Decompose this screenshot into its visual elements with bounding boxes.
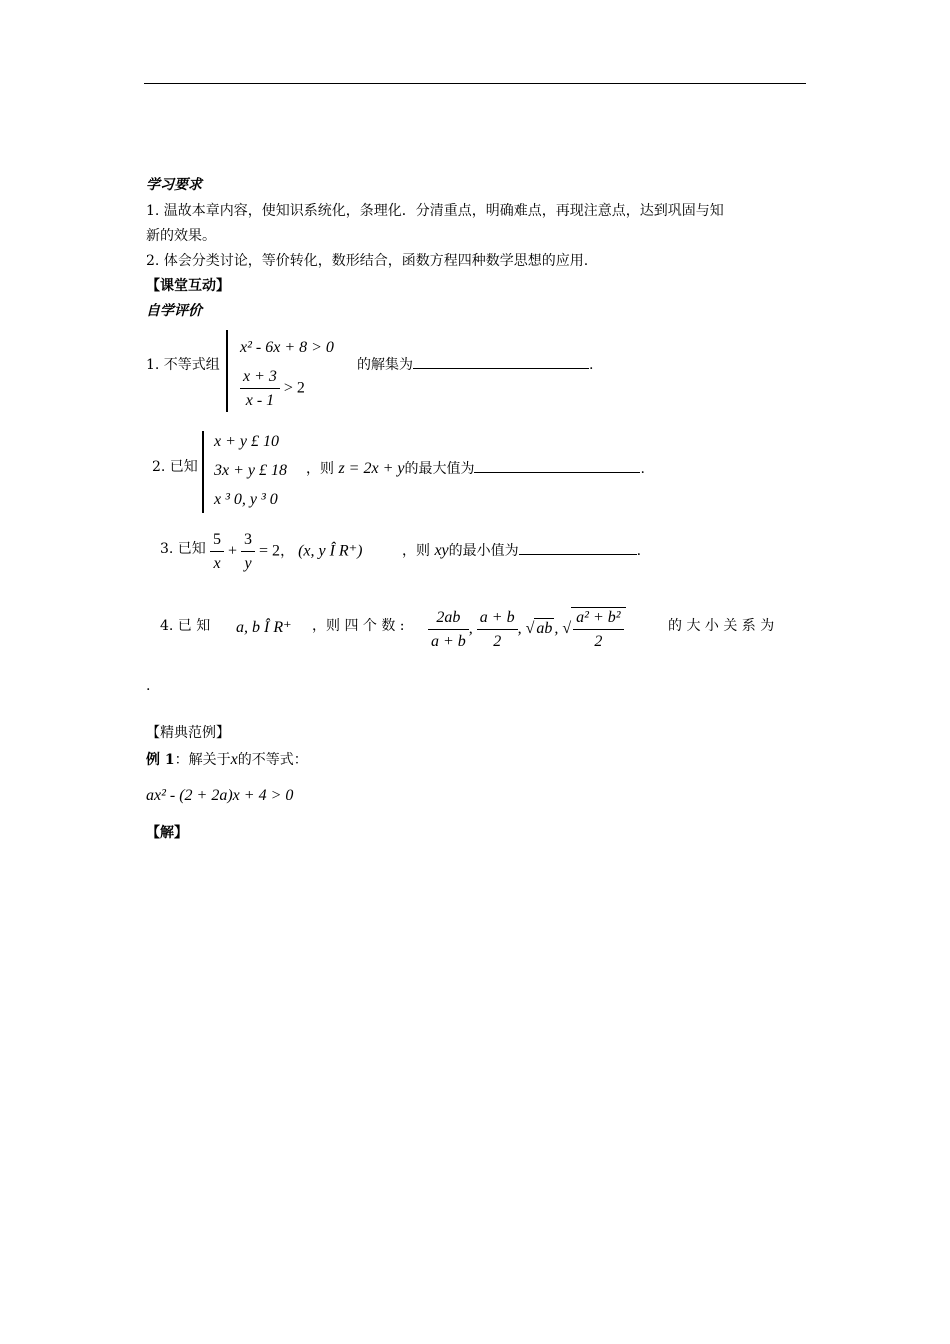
- q4-f1-den: a + b: [431, 632, 466, 650]
- q4-sqrt2-den: 2: [594, 633, 603, 651]
- q4-f1-num: 2ab: [428, 608, 469, 630]
- q1-end: .: [589, 357, 594, 373]
- example-1-text2: 的不等式：: [237, 752, 308, 768]
- q2-expr: z = 2x + y: [338, 460, 405, 477]
- classroom-heading: 【课堂互动】: [146, 278, 230, 294]
- q3-expr: [210, 530, 362, 573]
- q3-eq: = 2: [259, 542, 281, 560]
- self-eval-heading: 自学评价: [146, 303, 202, 319]
- q4-sqrt1-arg: ab: [536, 619, 553, 637]
- q1-gt: > 2: [283, 379, 305, 397]
- q2-label: 2. 已知: [152, 459, 198, 475]
- example-1-label: 例 1: [146, 752, 175, 768]
- q3-tail: [402, 541, 641, 560]
- q4-set: a, b Î R⁺: [236, 619, 292, 636]
- q2-brace: [202, 431, 214, 513]
- q4-sqrt2-num: a² + b²: [573, 608, 623, 630]
- example-1-text: ：解关于: [174, 752, 231, 768]
- q1-ineq1: x² - 6x + 8 > 0: [240, 339, 334, 356]
- q2-end: .: [640, 461, 645, 477]
- q1-brace: [226, 330, 238, 412]
- requirement-1-line2: 新的效果。: [146, 228, 216, 244]
- q3-comma: ，: [280, 544, 295, 560]
- q3-mid: ，则: [402, 543, 430, 559]
- q2-tail-text: 的最大值为: [404, 461, 475, 477]
- requirement-1-line1: 1. 温故本章内容，使知识系统化，条理化．分清重点，明确难点，再现注意点，达到巩固与知: [146, 203, 724, 219]
- q2-c2: 3x + y £ 18: [214, 462, 287, 479]
- q4-label: 4. 已 知: [160, 618, 211, 634]
- q1-frac-den: x - 1: [245, 392, 275, 410]
- q2-c3: x ³ 0, y ³ 0: [214, 491, 278, 508]
- q1-answer-blank[interactable]: [413, 368, 589, 369]
- q4-f2-num: a + b: [477, 608, 518, 630]
- examples-heading: 【精典范例】: [146, 725, 230, 741]
- q3-f1-den: x: [213, 555, 221, 573]
- header-rule: [144, 83, 806, 84]
- q3-label: 3. 已知: [160, 541, 206, 557]
- requirements-heading: 学习要求: [146, 177, 202, 193]
- q3-f1-num: 5: [210, 530, 224, 552]
- q1-frac-num: x + 3: [240, 367, 280, 389]
- example-1-line: [146, 750, 308, 769]
- q3-tail-text: 的最小值为: [448, 543, 519, 559]
- q1-ineq2: [240, 367, 305, 410]
- q3-answer-blank[interactable]: [519, 554, 637, 555]
- solution-heading: 【解】: [146, 825, 188, 841]
- example-1-inequality: ax² - (2 + 2a)x + 4 > 0: [146, 787, 294, 804]
- q2-mid: ，则: [306, 461, 334, 477]
- q3-f2-num: 3: [241, 530, 255, 552]
- q4-mid: ，则 四 个 数 :: [312, 618, 405, 634]
- q3-end: .: [636, 543, 642, 559]
- q2-answer-blank[interactable]: [474, 472, 640, 473]
- q4-tail: 的 大 小 关 系 为: [668, 618, 775, 634]
- q3-cond: (x, y Î R⁺): [298, 542, 363, 560]
- requirement-2: 2. 体会分类讨论，等价转化，数形结合，函数方程四种数学思想的应用.: [146, 253, 589, 269]
- q3-f2-den: y: [244, 555, 252, 573]
- q3-plus: +: [228, 542, 238, 560]
- q1-tail-text: 的解集为: [357, 357, 413, 373]
- q3-xy: xy: [434, 542, 449, 559]
- q2-tail: [306, 459, 645, 478]
- example-1-var: x: [230, 751, 238, 768]
- q4-f2-den: 2: [493, 632, 502, 650]
- q1-tail: [357, 357, 593, 374]
- q2-c1: x + y £ 10: [214, 433, 279, 450]
- q4-sqrt1: √ ab: [525, 619, 553, 637]
- q4-sqrt2: √ $\frac{\text{a² + b²}}{2}$: [562, 620, 625, 637]
- q4-numbers: $\frac{2ab}{a + b}$ , $\frac{a + b}{2}$ , √ ab , √ $\frac{\text{a² + b²}}{2}$: [428, 607, 626, 651]
- q1-label: 1. 不等式组: [146, 357, 220, 373]
- q4-dot: .: [146, 678, 151, 694]
